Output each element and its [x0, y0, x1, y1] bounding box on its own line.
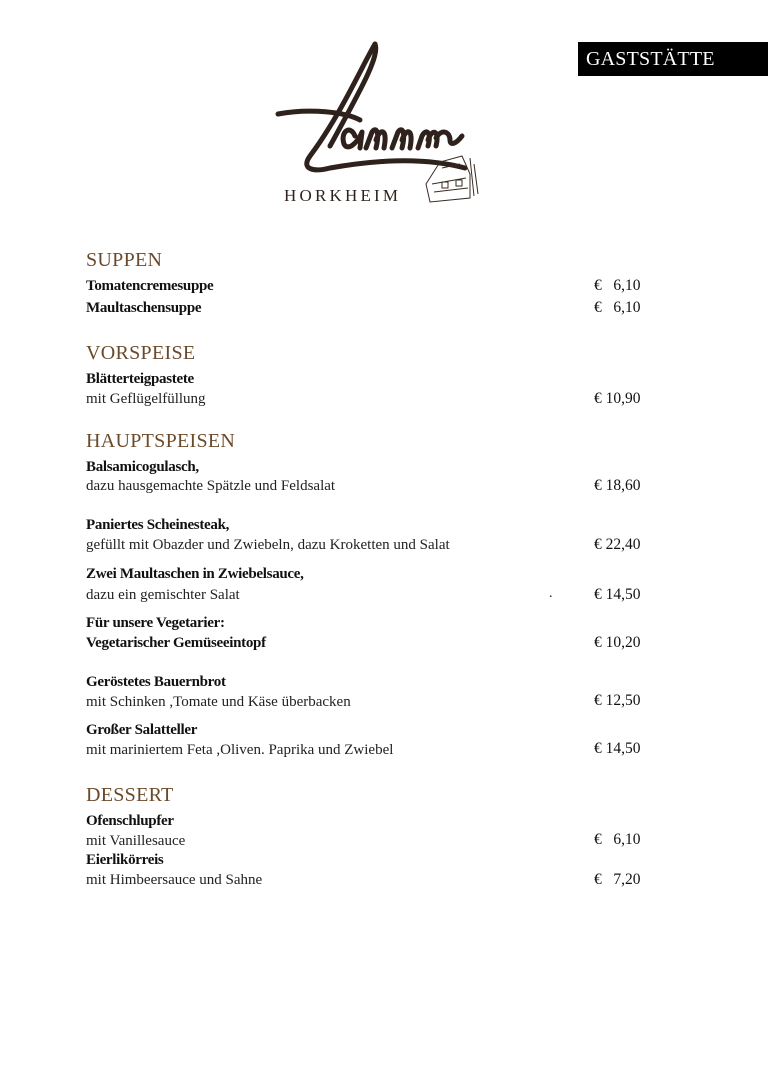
category-badge: GASTSTÄTTE: [578, 42, 768, 76]
currency-symbol: €: [594, 586, 602, 603]
menu-item-description: gefüllt mit Obazder und Zwiebeln, dazu Kroketten und Salat: [86, 537, 450, 553]
lamm-script-logo-icon: [270, 36, 485, 208]
menu-item-description: dazu ein gemischter Salat: [86, 587, 240, 603]
currency-symbol: €: [594, 831, 602, 848]
menu-item-name: Blätterteigpastete: [86, 371, 194, 387]
menu-item-price: [594, 692, 641, 710]
menu-item-description: mit mariniertem Feta ,Oliven. Paprika und Zwiebel: [86, 742, 394, 758]
price-value: 22,40: [605, 536, 641, 553]
menu-item-price: [594, 299, 641, 317]
currency-symbol: €: [594, 299, 602, 316]
section-title-hauptspeisen: HAUPTSPEISEN: [86, 430, 236, 452]
menu-item-description: mit Schinken ,Tomate und Käse überbacken: [86, 694, 351, 710]
menu-item-name: Großer Salatteller: [86, 722, 198, 738]
currency-symbol: €: [594, 634, 602, 651]
price-value: 6,10: [613, 277, 641, 294]
price-value: 14,50: [605, 740, 641, 757]
menu-item-name: Zwei Maultaschen in Zwiebelsauce,: [86, 566, 304, 582]
menu-item-price: [594, 390, 641, 408]
section-title-suppen: SUPPEN: [86, 249, 163, 271]
menu-item-price: [594, 740, 641, 758]
price-value: 10,90: [605, 390, 641, 407]
menu-item-price: [594, 634, 641, 652]
menu-item-name: Maultaschensuppe: [86, 300, 202, 316]
menu-item-description: mit Vanillesauce: [86, 833, 186, 849]
currency-symbol: €: [594, 477, 602, 494]
price-value: 12,50: [605, 692, 641, 709]
price-value: 6,10: [613, 299, 641, 316]
section-title-vorspeise: VORSPEISE: [86, 342, 196, 364]
currency-symbol: €: [594, 277, 602, 294]
menu-item-name: Paniertes Scheinesteak,: [86, 517, 230, 533]
price-value: 6,10: [613, 831, 641, 848]
menu-item-description: mit Geflügelfüllung: [86, 391, 206, 407]
menu-item-name: Eierlikörreis: [86, 852, 164, 868]
menu-item-description: mit Himbeersauce und Sahne: [86, 872, 263, 888]
menu-item-name: Geröstetes Bauernbrot: [86, 674, 226, 690]
logo-subtitle: HORKHEIM: [284, 186, 402, 205]
menu-item-description: dazu hausgemachte Spätzle und Feldsalat: [86, 478, 336, 494]
currency-symbol: €: [594, 390, 602, 407]
currency-symbol: €: [594, 740, 602, 757]
price-value: 14,50: [605, 586, 641, 603]
menu-item-price: [594, 586, 641, 604]
price-value: 18,60: [605, 477, 641, 494]
menu-item-price: [594, 536, 641, 554]
menu-item-price: [594, 871, 641, 889]
menu-item-price: [594, 831, 641, 849]
menu-item-name: Für unsere Vegetarier:: [86, 615, 225, 631]
currency-symbol: €: [594, 692, 602, 709]
currency-symbol: €: [594, 871, 602, 888]
menu-item-name: Ofenschlupfer: [86, 813, 174, 829]
stray-mark: .: [549, 586, 553, 601]
price-value: 7,20: [613, 871, 641, 888]
currency-symbol: €: [594, 536, 602, 553]
menu-item-price: [594, 477, 641, 495]
section-title-dessert: DESSERT: [86, 784, 174, 806]
price-value: 10,20: [605, 634, 641, 651]
menu-item-price: [594, 277, 641, 295]
menu-item-name: Balsamicogulasch,: [86, 459, 199, 475]
menu-item-name: Tomatencremesuppe: [86, 278, 214, 294]
menu-item-name-secondary: Vegetarischer Gemüseeintopf: [86, 635, 266, 651]
